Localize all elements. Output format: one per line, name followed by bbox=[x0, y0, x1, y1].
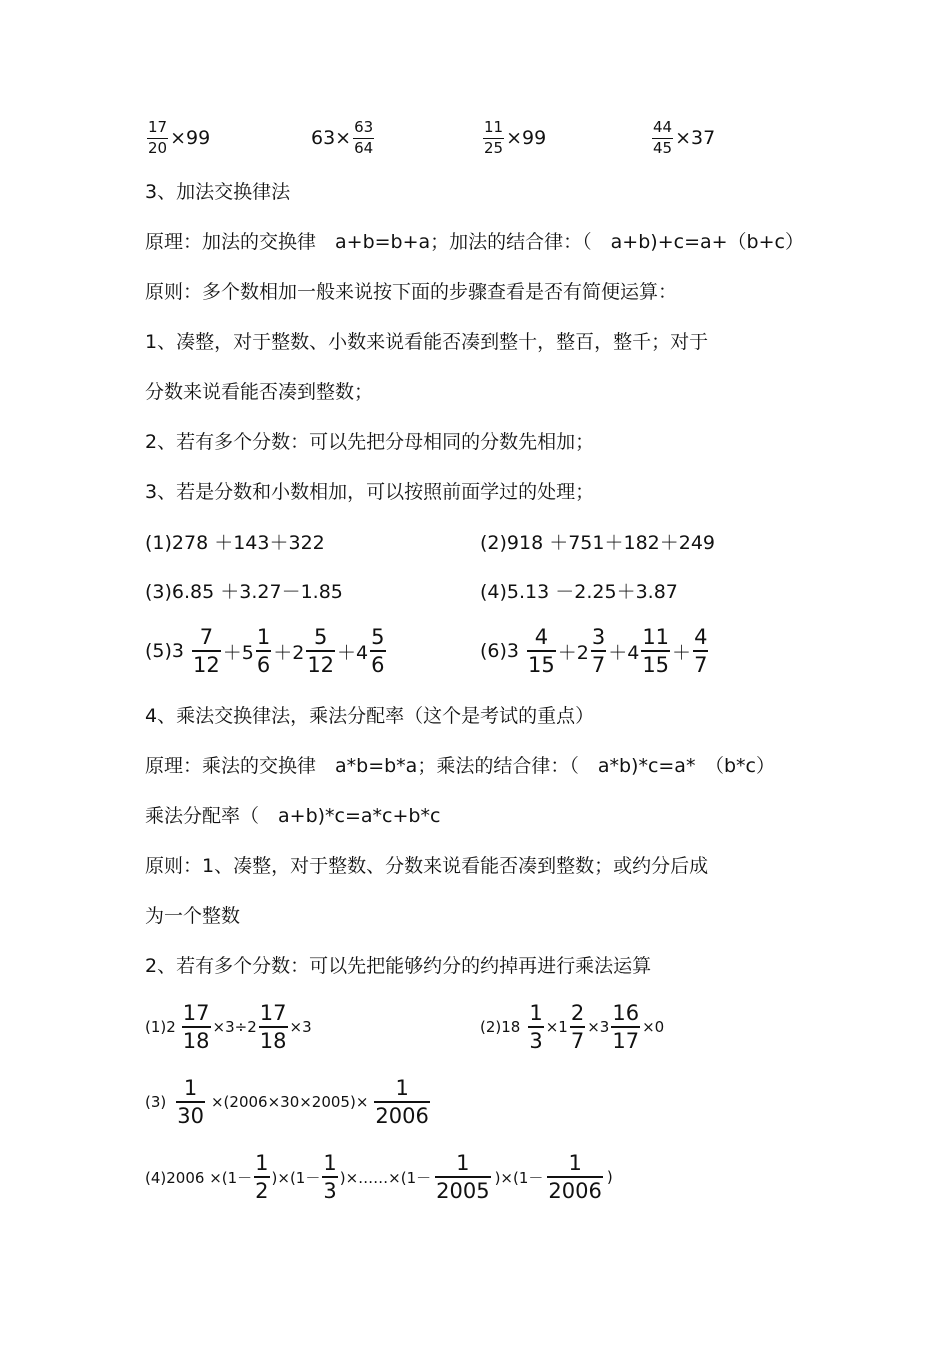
problem-mul-1: (1)2 $\frac{17}{18}$ ×3÷2 $\frac{17}{18}$ ×3 bbox=[145, 1001, 312, 1054]
fraction: $\frac{1}{2}$ bbox=[255, 1151, 269, 1204]
fraction: $\frac{1}{2005}$ bbox=[436, 1151, 490, 1204]
fraction: $\frac{17}{20}$ bbox=[148, 118, 168, 157]
fraction: $\frac{5}{6}$ bbox=[371, 625, 385, 678]
principle-multiplication: 原理：乘法的交换律 a*b=b*a；乘法的结合律：（ a*b)*c=a* （b*c） bbox=[145, 755, 775, 777]
rule-mul-2: 2、若有多个分数：可以先把能够约分的约掉再进行乘法运算 bbox=[145, 955, 652, 977]
top-expr-1: $\frac{17}{20}$ ×99 bbox=[148, 118, 211, 157]
fraction: $\frac{1}{30}$ bbox=[177, 1076, 204, 1129]
fraction: $\frac{1}{6}$ bbox=[256, 625, 271, 678]
problem-add-6: (6)3 $\frac{4}{15}$ ＋2 $\frac{3}{7}$ ＋4 $\frac{11}{15}$ ＋ $\frac{4}{7}$ bbox=[480, 625, 708, 678]
problem-mul-3: (3) $\frac{1}{30}$ ×(2006×30×2005)× $\frac{1}{2006}$ bbox=[145, 1076, 429, 1129]
problem-add-1: (1)278 ＋143＋322 bbox=[145, 532, 325, 554]
fraction: $\frac{11}{15}$ bbox=[642, 625, 670, 678]
problem-mul-4: (4)2006 ×(1－ $\frac{1}{2}$ )×(1－ $\frac{1}{3}$ )×……×(1－ $\frac{1}{2005}$ )×(1－ $\frac{1}{2006}$ ) bbox=[145, 1151, 613, 1204]
fraction: $\frac{4}{15}$ bbox=[528, 625, 555, 678]
top-expr-2: 63× $\frac{63}{64}$ bbox=[311, 118, 374, 157]
fraction: $\frac{63}{64}$ bbox=[354, 118, 374, 157]
fraction: $\frac{17}{18}$ bbox=[182, 1001, 210, 1054]
fraction: $\frac{44}{45}$ bbox=[653, 118, 673, 157]
fraction: $\frac{4}{7}$ bbox=[694, 625, 708, 678]
fraction: $\frac{1}{3}$ bbox=[323, 1151, 337, 1204]
fraction: $\frac{5}{12}$ bbox=[307, 625, 335, 678]
problem-mul-2: (2)18 $\frac{1}{3}$ ×1 $\frac{2}{7}$ ×3 $\frac{16}{17}$ ×0 bbox=[480, 1001, 665, 1054]
problem-add-3: (3)6.85 ＋3.27－1.85 bbox=[145, 581, 343, 603]
fraction: $\frac{1}{2006}$ bbox=[548, 1151, 602, 1204]
problem-add-4: (4)5.13 －2.25＋3.87 bbox=[480, 581, 678, 603]
section-heading-addition: 3、加法交换律法 bbox=[145, 181, 291, 203]
fraction: $\frac{3}{7}$ bbox=[591, 625, 606, 678]
rule-2: 2、若有多个分数：可以先把分母相同的分数先相加； bbox=[145, 431, 595, 453]
top-expr-3: $\frac{11}{25}$ ×99 bbox=[484, 118, 547, 157]
problem-add-5: (5)3 $\frac{7}{12}$ ＋5 $\frac{1}{6}$ ＋2 $\frac{5}{12}$ ＋4 $\frac{5}{6}$ bbox=[145, 625, 385, 678]
rule-3: 3、若是分数和小数相加，可以按照前面学过的处理； bbox=[145, 481, 595, 503]
rule-mul-1-cont: 为一个整数 bbox=[145, 905, 241, 927]
rule-mul-1: 原则：1、凑整，对于整数、分数来说看能否凑到整数；或约分后成 bbox=[145, 855, 709, 877]
section-heading-multiplication: 4、乘法交换律法，乘法分配率（这个是考试的重点） bbox=[145, 705, 595, 727]
principle-addition: 原理：加法的交换律 a+b=b+a；加法的结合律：（ a+b)+c=a+（b+c） bbox=[145, 231, 804, 253]
rule-1: 1、凑整，对于整数、小数来说看能否凑到整十，整百，整千；对于 bbox=[145, 331, 709, 353]
problem-add-2: (2)918 ＋751＋182＋249 bbox=[480, 532, 716, 554]
fraction: $\frac{7}{12}$ bbox=[193, 625, 220, 678]
fraction: $\frac{11}{25}$ bbox=[484, 118, 504, 157]
fraction: $\frac{1}{2006}$ bbox=[375, 1076, 429, 1129]
fraction: $\frac{1}{3}$ bbox=[529, 1001, 543, 1054]
top-expr-4: $\frac{44}{45}$ ×37 bbox=[653, 118, 716, 157]
fraction: $\frac{16}{17}$ bbox=[612, 1001, 640, 1054]
rule-addition: 原则：多个数相加一般来说按下面的步骤查看是否有简便运算： bbox=[145, 281, 678, 303]
rule-1-cont: 分数来说看能否凑到整数； bbox=[145, 381, 374, 403]
fraction: $\frac{17}{18}$ bbox=[259, 1001, 287, 1054]
fraction: $\frac{2}{7}$ bbox=[570, 1001, 585, 1054]
distributive-law: 乘法分配率（ a+b)*c=a*c+b*c bbox=[145, 805, 441, 827]
